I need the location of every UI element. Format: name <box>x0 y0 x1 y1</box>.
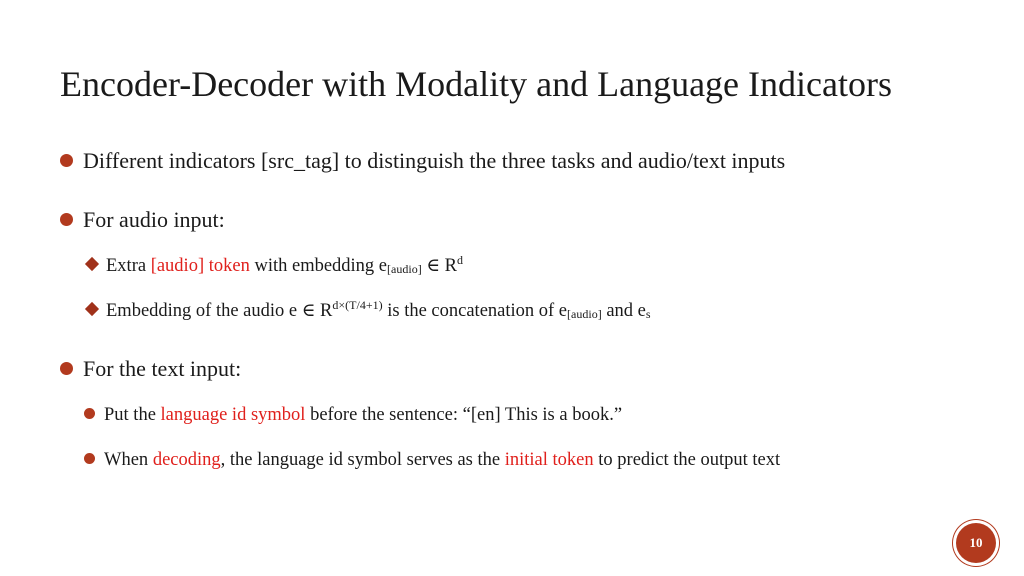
diamond-bullet-icon <box>85 302 99 316</box>
sub-bullet-item <box>84 254 463 278</box>
slide-title: Encoder-Decoder with Modality and Language Indicators <box>60 64 892 104</box>
text-run: ∈ R <box>421 256 457 276</box>
text-run: When <box>104 450 153 470</box>
text-run: Put the <box>104 405 161 425</box>
bullet-item <box>60 355 241 383</box>
page-number-badge <box>956 523 996 563</box>
text-run: to predict the output text <box>593 450 781 470</box>
text-run: , the language id symbol serves as the <box>220 450 505 470</box>
bullet-dot-icon <box>60 154 73 167</box>
subscript: [audio] <box>387 262 422 276</box>
subscript: s <box>645 307 651 321</box>
bullet-dot-icon <box>60 362 73 375</box>
text-run: with embedding e <box>249 256 388 276</box>
superscript: d <box>456 253 463 267</box>
sub-bullet-item <box>84 299 651 323</box>
sub-bullet-item <box>84 448 780 472</box>
bullet-item <box>60 206 225 234</box>
text-run: before the sentence: “[en] This is a book.” <box>305 405 623 425</box>
bullet-dot-icon <box>84 408 95 419</box>
bullet-text: Different indicators [src_tag] to distinguish the three tasks and audio/text inputs <box>83 148 786 173</box>
text-run: is the concatenation of e <box>382 301 568 321</box>
subscript: [audio] <box>567 307 602 321</box>
bullet-item <box>60 147 785 175</box>
text-run: and e <box>601 301 646 321</box>
bullet-dot-icon <box>60 213 73 226</box>
page-number: 10 <box>969 535 983 550</box>
text-run: Extra <box>106 256 151 276</box>
bullet-text: For audio input: <box>83 207 225 232</box>
bullet-text: For the text input: <box>83 356 242 381</box>
bullet-dot-icon <box>84 453 95 464</box>
highlighted-text: [audio] token <box>150 256 250 276</box>
text-run: Embedding of the audio e ∈ R <box>106 301 333 321</box>
sub-bullet-item <box>84 403 622 427</box>
superscript: d×(T/4+1) <box>332 298 383 312</box>
highlighted-text: initial token <box>504 450 594 470</box>
highlighted-text: language id symbol <box>160 405 306 425</box>
diamond-bullet-icon <box>85 257 99 271</box>
highlighted-text: decoding <box>152 450 221 470</box>
